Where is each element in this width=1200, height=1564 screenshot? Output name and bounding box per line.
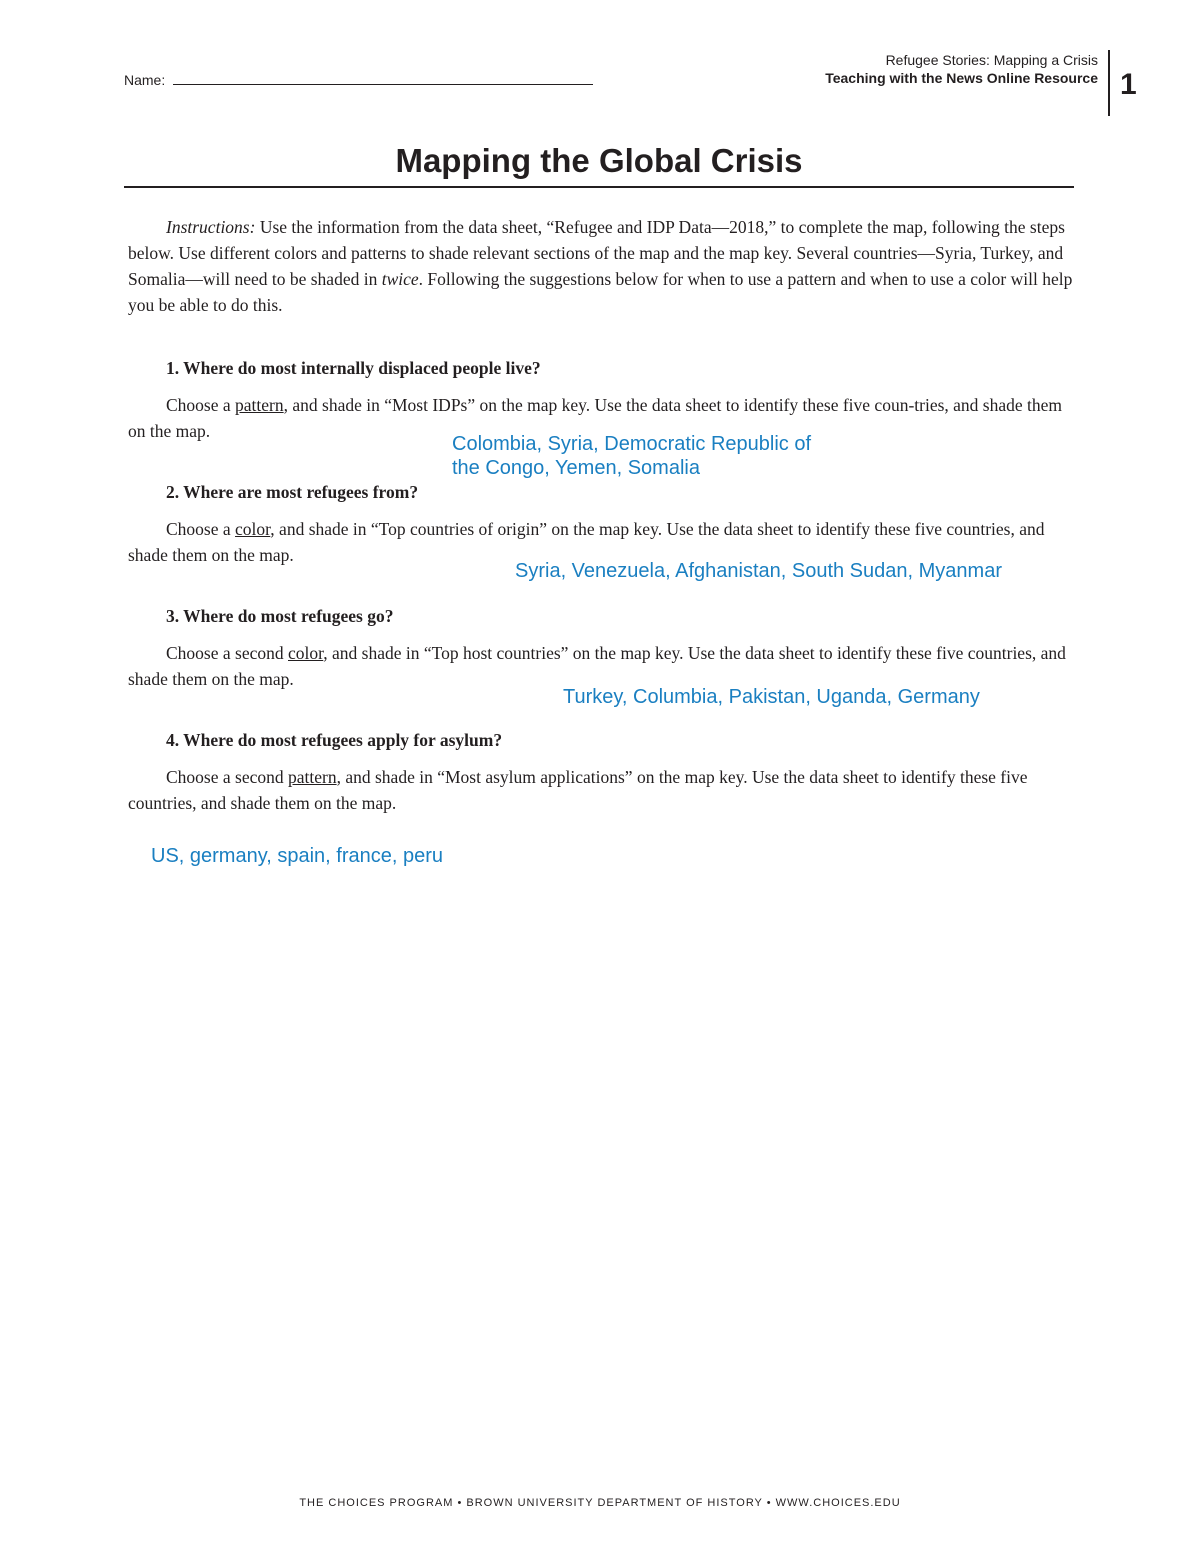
keyword-color: color [288, 643, 324, 663]
page-title: Mapping the Global Crisis [395, 142, 803, 179]
page-number: 1 [1120, 68, 1137, 101]
question-4-answer: US, germany, spain, france, peru [151, 845, 443, 867]
question-4-heading: 4. Where do most refugees apply for asylum? [166, 730, 503, 750]
header-divider [1108, 50, 1110, 116]
instructions-emphasis: twice [381, 269, 419, 289]
question-3-heading: 3. Where do most refugees go? [166, 606, 394, 626]
name-underline [173, 72, 593, 85]
series-title: Refugee Stories: Mapping a Crisis [885, 52, 1098, 68]
instructions-text-a: Use the information from the data sheet, “Refugee and IDP Data—2018,” to complete the map, following the steps below. Use different colors and patterns to shade relevant sections of the map and the map key. Several countries—Syria, Turkey, and Somalia—will need to be shaded in [128, 217, 1065, 289]
question-1-answer: Colombia, Syria, Democratic Republic of the Congo, Yemen, Somalia [452, 433, 812, 479]
question-2-answer: Syria, Venezuela, Afghanistan, South Sudan, Myanmar [515, 560, 1002, 582]
instructions-text-b: . Following the suggestions below for when to use a pattern and when to use a color will help you be able to do this. [128, 269, 1073, 315]
question-3-answer: Turkey, Columbia, Pakistan, Uganda, Germany [563, 686, 980, 708]
question-4-text: Choose a second pattern, and shade in “Most asylum applications” on the map key. Use the data sheet to identify these five countries, and shade them on the map. [128, 767, 1028, 813]
keyword-pattern: pattern [235, 395, 284, 415]
name-label: Name: [124, 72, 166, 88]
keyword-pattern: pattern [288, 767, 337, 787]
header-block [825, 52, 1098, 86]
question-2-text: Choose a color, and shade in “Top countries of origin” on the map key. Use the data sheet to identify these five countries, and shade them on the map. [128, 519, 1045, 565]
instructions-paragraph [128, 214, 1074, 318]
question-3-text: Choose a second color, and shade in “Top host countries” on the map key. Use the data sheet to identify these five countries, and shade them on the map. [128, 643, 1066, 689]
name-field[interactable] [124, 72, 593, 88]
question-1-heading: 1. Where do most internally displaced people live? [166, 358, 541, 378]
keyword-color: color [235, 519, 271, 539]
question-1-text: Choose a pattern, and shade in “Most IDPs” on the map key. Use the data sheet to identify these five coun-tries, and shade them on the map. [128, 395, 1062, 441]
page-footer: THE CHOICES PROGRAM • BROWN UNIVERSITY DEPARTMENT OF HISTORY • WWW.CHOICES.EDU [299, 1497, 901, 1509]
instructions-label: Instructions: [166, 217, 256, 237]
question-2-heading: 2. Where are most refugees from? [166, 482, 419, 502]
resource-title: Teaching with the News Online Resource [825, 70, 1098, 86]
title-rule [124, 186, 1074, 188]
